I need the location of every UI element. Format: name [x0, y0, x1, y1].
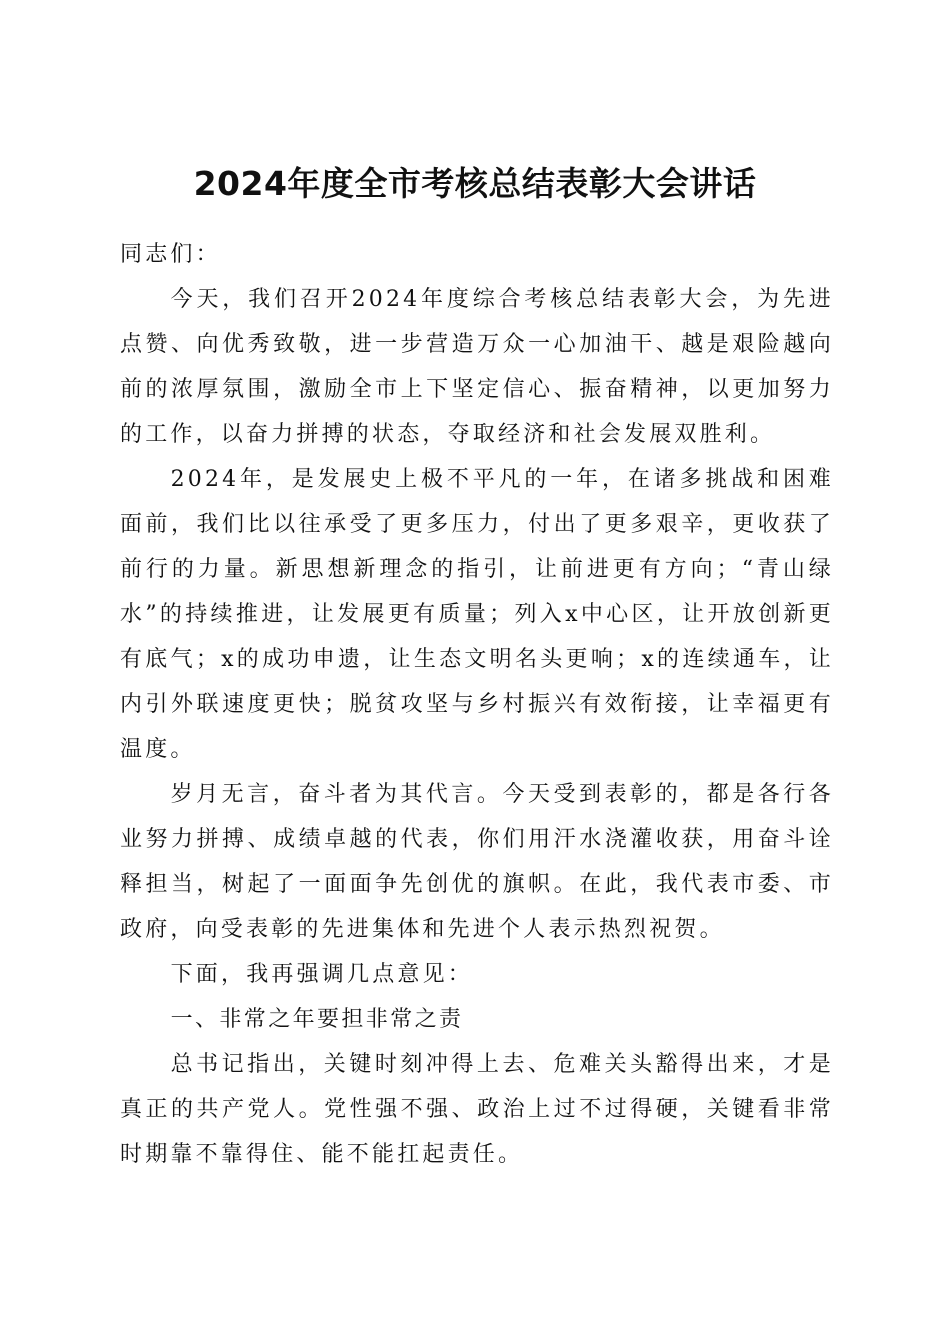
- section-heading: 一、非常之年要担非常之责: [170, 1007, 464, 1032]
- salutation: 同志们：: [120, 242, 221, 267]
- paragraph-review-2024: 2024年，是发展史上极不平凡的一年，在诸多挑战和困难面前，我们比以往承受了更多压力，付出了更多艰辛，更收获了前行的力量。新思想新理念的指引，让前进更有方向；“青山绿水”的持续推进，让发展更有质量；列入x中心区，让开放创新更有底气；x的成功申遗，让生态文明名头更响；x的连续通车，让内引外联速度更快；脱贫攻坚与乡村振兴有效衔接，让幸福更有温度。: [120, 467, 834, 762]
- paragraph-transition: 下面，我再强调几点意见：: [170, 962, 473, 987]
- paragraph-section-1: 总书记指出，关键时刻冲得上去、危难关头豁得出来，才是真正的共产党人。党性强不强、政治上过不过得硬，关键看非常时期靠不靠得住、能不能扛起责任。: [120, 1052, 834, 1167]
- document-title: 2024年度全市考核总结表彰大会讲话: [193, 164, 757, 204]
- document-body: [120, 232, 834, 1177]
- paragraph-opening: 今天，我们召开2024年度综合考核总结表彰大会，为先进点赞、向优秀致敬，进一步营造万众一心加油干、越是艰险越向前的浓厚氛围，激励全市上下坚定信心、振奋精神，以更加努力的工作，以奋力拼搏的状态，夺取经济和社会发展双胜利。: [120, 287, 834, 447]
- paragraph-commendation: 岁月无言，奋斗者为其代言。今天受到表彰的，都是各行各业努力拼搏、成绩卓越的代表，你们用汗水浇灌收获，用奋斗诠释担当，树起了一面面争先创优的旗帜。在此，我代表市委、市政府，向受表彰的先进集体和先进个人表示热烈祝贺。: [120, 782, 834, 942]
